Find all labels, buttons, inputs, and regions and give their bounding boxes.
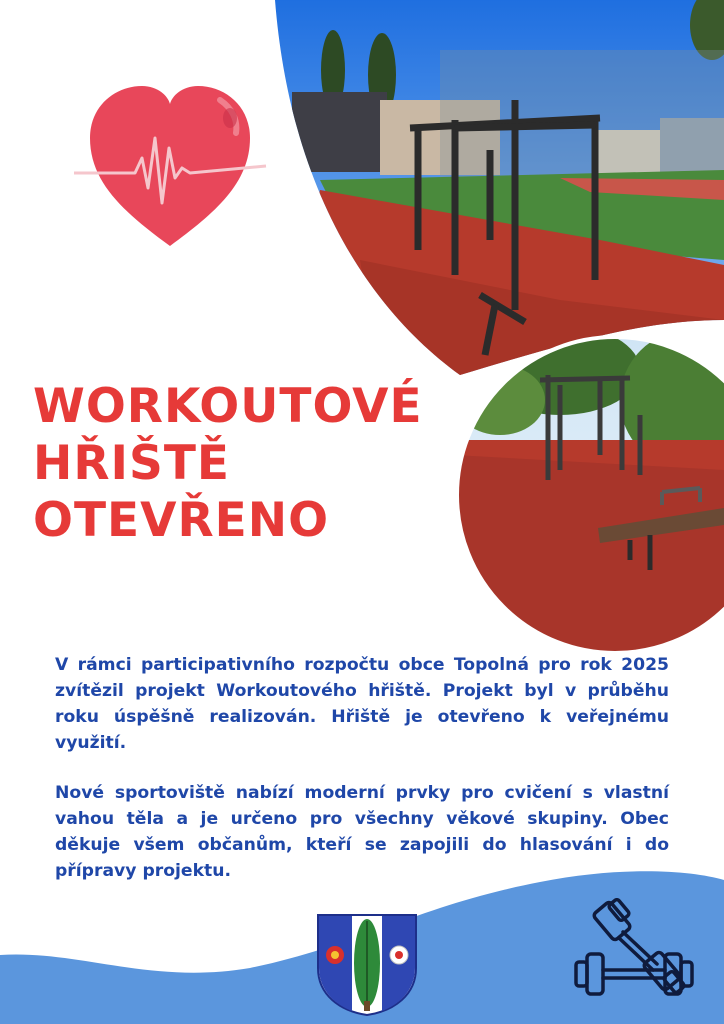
workout-park-photo-round (450, 325, 724, 670)
headline-line-2: HŘIŠTĚ (33, 436, 231, 491)
body-text (55, 652, 669, 908)
dumbbells-icon (573, 898, 697, 1004)
headline-line-3: OTEVŘENO (33, 493, 330, 548)
body-paragraph-2: Nové sportoviště nabízí moderní prvky pro cvičení s vlastní vahou těla a je určeno pro všechny věkové skupiny. Obec děkuje všem občanům, kteří se zapojili do hlasování i do přípravy projektu. (55, 783, 669, 881)
rose-left (326, 946, 344, 964)
headline (33, 378, 423, 549)
heart-pulse-icon (70, 78, 270, 253)
workout-park-photo-top (270, 0, 724, 380)
body-paragraph-1: V rámci participativního rozpočtu obce Topolná pro rok 2025 zvítězil projekt Workoutového hřiště. Projekt byl v průběhu roku úspěšně realizován. Hřiště je otevřeno k veřejnému využití. (55, 655, 669, 753)
coat-of-arms (316, 913, 418, 1017)
headline-line-1: WORKOUTOVÉ (33, 379, 423, 434)
rose-right (390, 946, 408, 964)
